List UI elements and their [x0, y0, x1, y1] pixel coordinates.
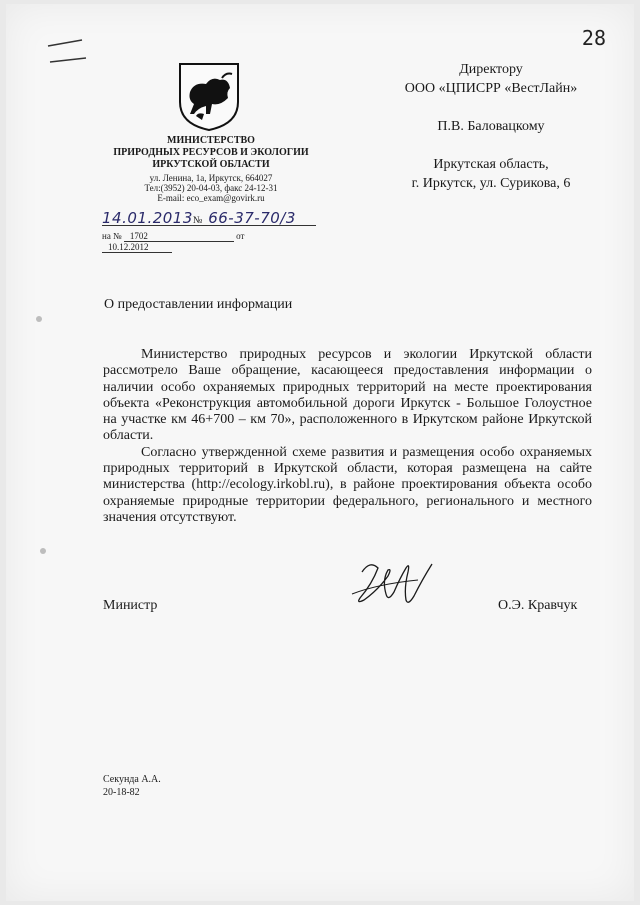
page-number: 28 — [581, 26, 606, 50]
recipient-region: Иркутская область, — [433, 157, 549, 172]
ministry-contacts — [106, 173, 316, 203]
ministry-phone: Тел:(3952) 20-04-03, факс 24-12-31 — [144, 183, 278, 193]
signatory-title: Министр — [103, 598, 158, 613]
handwritten-marks — [44, 36, 94, 76]
reference-na-label: на № — [102, 231, 122, 241]
signatory-name: О.Э. Кравчук — [498, 598, 578, 613]
reference-line — [102, 231, 316, 253]
recipient-position: Директору — [459, 62, 523, 77]
body-paragraph: Министерство природных ресурсов и экологии Иркутской области рассмотрело Ваше обращение, касающееся предоставления информации о наличии особо охраняемых природных территорий на месте проектирования объекта «Реконструкция автомобильной дороги Иркутск - Большое Голоустное на участке км 46+700 – км 70», расположенного в Иркутском районе Иркутской области. — [103, 347, 592, 444]
letter-body — [103, 347, 592, 526]
ministry-name-line: ИРКУТСКОЙ ОБЛАСТИ — [152, 159, 270, 170]
scan-speck — [36, 316, 42, 322]
ministry-email: E-mail: eco_exam@govirk.ru — [157, 193, 265, 203]
registration-number-sign: № — [192, 215, 203, 226]
executor-info — [103, 773, 161, 799]
registration-date: 14.01.2013 — [102, 209, 193, 227]
ministry-name-line: МИНИСТЕРСТВО — [167, 135, 255, 146]
recipient-address: г. Иркутск, ул. Сурикова, 6 — [411, 176, 571, 191]
reference-number: 1702 — [124, 231, 234, 242]
ministry-name — [106, 135, 316, 171]
registration-underline — [102, 225, 316, 226]
recipient-company: ООО «ЦПИСРР «ВестЛайн» — [404, 81, 578, 96]
recipient-name: П.В. Баловацкому — [437, 119, 545, 134]
body-paragraph: Согласно утвержденной схеме развития и размещения особо охраняемых природных территорий в Иркутской области, которая размещена на сайте министерства (http://ecology.irkobl.ru), в районе проектирования объекта особо охраняемые природные территории федерального, регионального и местного значения отсутствуют. — [103, 444, 592, 525]
reference-ot-label: от — [236, 231, 245, 241]
coat-of-arms-icon — [176, 62, 242, 132]
letter-subject: О предоставлении информации — [104, 297, 293, 312]
registration-number: 66-37-70/3 — [208, 209, 296, 227]
recipient-block — [396, 60, 586, 193]
ministry-name-line: ПРИРОДНЫХ РЕСУРСОВ И ЭКОЛОГИИ — [113, 147, 309, 158]
executor-name: Секунда А.А. — [103, 774, 161, 785]
letter-page — [6, 4, 634, 901]
executor-phone: 20-18-82 — [103, 787, 140, 798]
ministry-address: ул. Ленина, 1а, Иркутск, 664027 — [149, 173, 273, 183]
reference-date: 10.12.2012 — [102, 242, 172, 253]
handwritten-signature — [348, 554, 448, 614]
scan-speck — [40, 548, 46, 554]
